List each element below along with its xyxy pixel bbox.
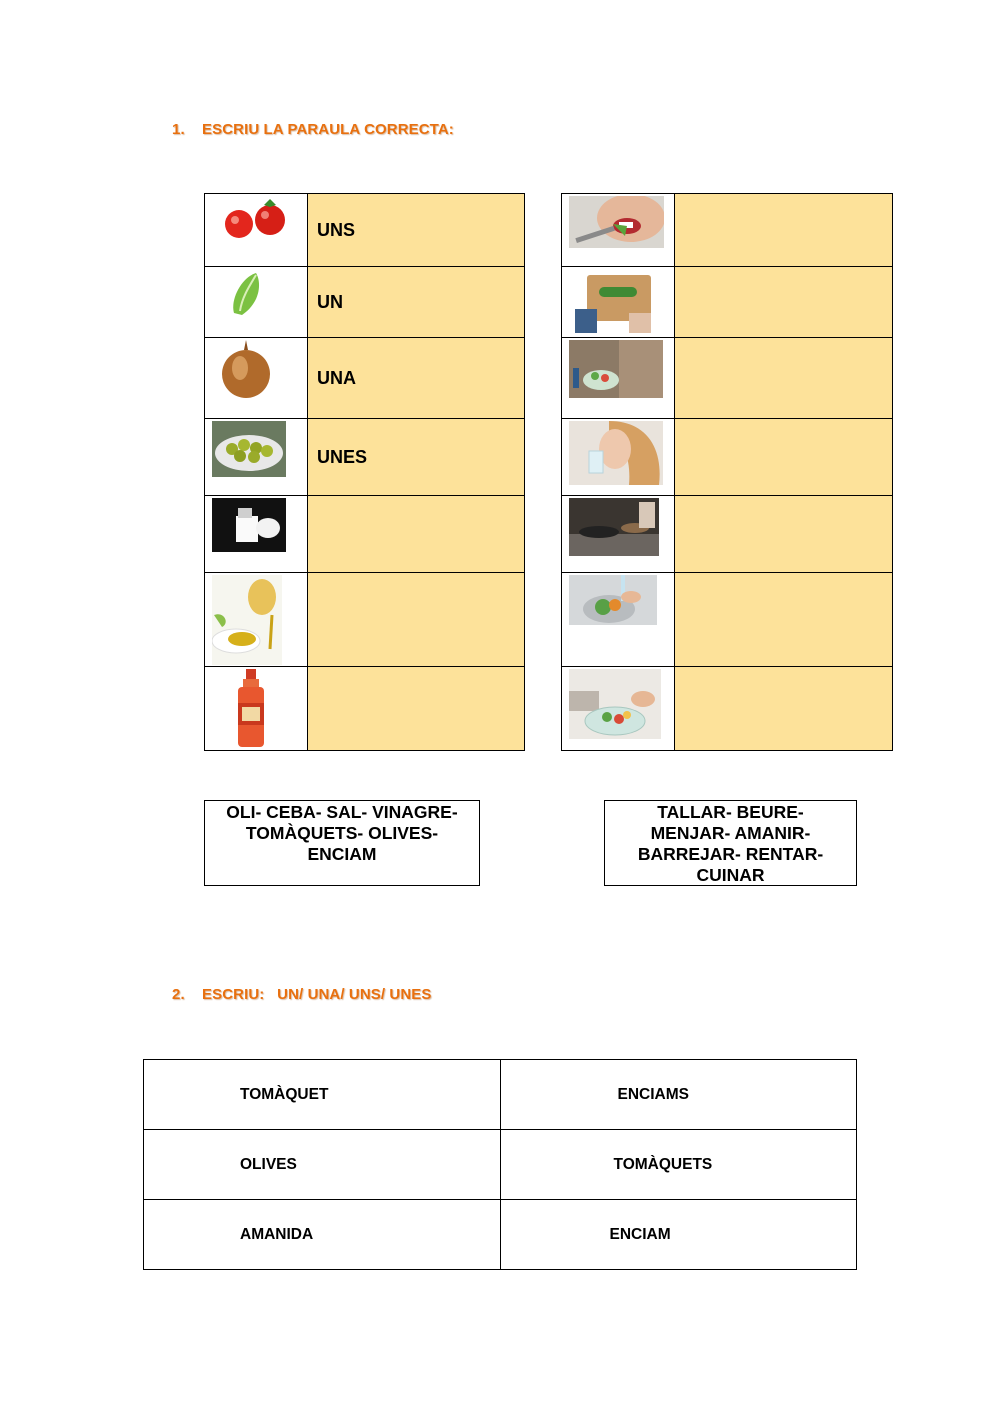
vinegar-bottle-icon xyxy=(212,669,292,749)
exercise-2-title: ESCRIU: UN/ UNA/ UNS/ UNES xyxy=(202,986,432,1003)
exercise-1-heading xyxy=(172,121,454,138)
tomatoes-icon xyxy=(212,196,292,244)
article-cell[interactable]: AMANIDA xyxy=(144,1200,501,1270)
cutting-icon xyxy=(569,269,659,335)
word-bank-line: TALLAR- BEURE- xyxy=(657,802,804,822)
word-bank-actions xyxy=(604,800,857,886)
action-table xyxy=(561,193,893,751)
food-table xyxy=(204,193,525,751)
answer-cell[interactable] xyxy=(675,194,893,267)
exercise-1-number: 1. xyxy=(172,121,185,138)
answer-cell[interactable] xyxy=(308,667,525,751)
food-image-cell xyxy=(205,267,308,338)
word-bank-line: MENJAR- AMANIR- xyxy=(650,823,811,843)
olive-oil-icon xyxy=(212,575,282,665)
answer-cell[interactable] xyxy=(675,667,893,751)
food-image-cell xyxy=(205,667,308,751)
dressing-salad-icon xyxy=(569,340,663,398)
answer-cell[interactable] xyxy=(675,419,893,496)
word-bank-line: TOMÀQUETS- OLIVES- xyxy=(245,823,439,843)
salt-icon xyxy=(212,498,286,552)
answer-cell[interactable]: UN xyxy=(308,267,525,338)
action-image-cell xyxy=(562,496,675,573)
food-image-cell xyxy=(205,496,308,573)
food-image-cell xyxy=(205,573,308,667)
action-image-cell xyxy=(562,194,675,267)
article-cell[interactable]: TOMÀQUET xyxy=(144,1060,501,1130)
lettuce-icon xyxy=(212,269,292,317)
answer-cell[interactable] xyxy=(308,496,525,573)
food-image-cell xyxy=(205,194,308,267)
answer-cell[interactable]: UNES xyxy=(308,419,525,496)
food-image-cell xyxy=(205,419,308,496)
action-image-cell xyxy=(562,338,675,419)
exercise-2-heading xyxy=(172,986,431,1003)
mixing-salad-icon xyxy=(569,669,661,739)
exercise-2-number: 2. xyxy=(172,986,185,1003)
word-bank-line: BARREJAR- RENTAR- xyxy=(637,844,824,864)
article-cell[interactable]: TOMÀQUETS xyxy=(500,1130,857,1200)
answer-cell[interactable]: UNA xyxy=(308,338,525,419)
action-image-cell xyxy=(562,573,675,667)
answer-cell[interactable] xyxy=(675,573,893,667)
answer-cell[interactable] xyxy=(675,496,893,573)
action-image-cell xyxy=(562,419,675,496)
washing-icon xyxy=(569,575,657,625)
word-bank-line: ENCIAM xyxy=(307,844,377,864)
food-image-cell xyxy=(205,338,308,419)
onion-icon xyxy=(212,340,292,400)
word-bank-line: OLI- CEBA- SAL- VINAGRE- xyxy=(226,802,458,822)
exercise-1-title: ESCRIU LA PARAULA CORRECTA: xyxy=(202,121,454,138)
action-image-cell xyxy=(562,267,675,338)
articles-table xyxy=(143,1059,857,1270)
olives-icon xyxy=(212,421,286,477)
word-bank-food xyxy=(204,800,480,886)
answer-cell[interactable]: UNS xyxy=(308,194,525,267)
article-cell[interactable]: ENCIAM xyxy=(500,1200,857,1270)
answer-cell[interactable] xyxy=(675,267,893,338)
article-cell[interactable]: ENCIAMS xyxy=(500,1060,857,1130)
answer-cell[interactable] xyxy=(308,573,525,667)
cooking-icon xyxy=(569,498,659,556)
eating-icon xyxy=(569,196,664,248)
action-image-cell xyxy=(562,667,675,751)
word-bank-line: CUINAR xyxy=(696,865,765,885)
article-cell[interactable]: OLIVES xyxy=(144,1130,501,1200)
drinking-icon xyxy=(569,421,663,485)
answer-cell[interactable] xyxy=(675,338,893,419)
